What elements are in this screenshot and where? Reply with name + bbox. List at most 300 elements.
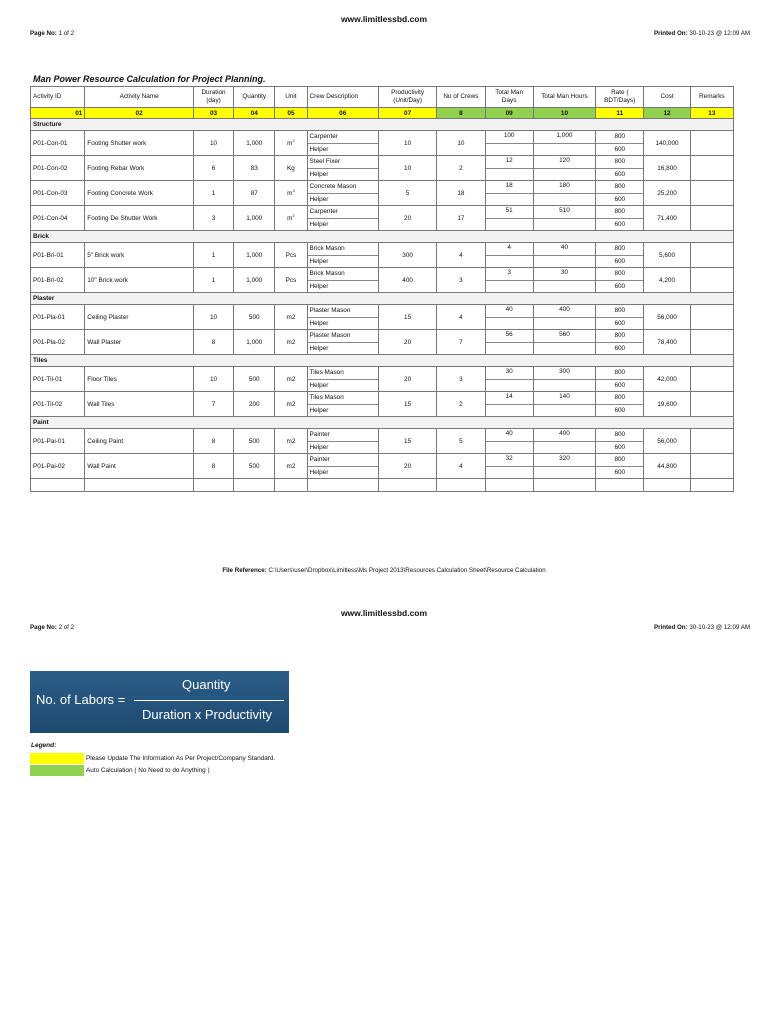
total-man-hours-line-2	[534, 193, 595, 205]
unit	[275, 131, 307, 156]
rate	[596, 181, 644, 206]
remarks	[690, 268, 733, 293]
crew-description-line-2: Helper	[308, 466, 378, 479]
quantity: 500	[234, 305, 275, 330]
total-man-hours-split	[534, 181, 595, 205]
rate-split	[596, 206, 643, 230]
crew-description	[307, 367, 378, 392]
crew-description	[307, 392, 378, 417]
crew-description-line-1: Carpenter	[309, 133, 338, 141]
no-of-crews: 17	[437, 206, 485, 231]
total-man-days-line-1: 3	[507, 269, 511, 276]
col-code: 01	[31, 108, 85, 119]
total-man-hours-line-1: 400	[559, 306, 570, 313]
unit	[275, 330, 307, 355]
total-man-days-split	[486, 243, 533, 267]
rate-line-1: 800	[614, 456, 626, 464]
unit	[275, 367, 307, 392]
col-code: 06	[307, 108, 378, 119]
table-row	[31, 367, 734, 392]
total-man-days	[485, 454, 533, 479]
total-man-hours-line-1: 120	[559, 157, 570, 164]
rate-line-2: 600	[596, 168, 643, 181]
rate-split	[596, 156, 643, 180]
total-man-days	[485, 305, 533, 330]
rate-line-1: 800	[614, 369, 626, 377]
total-man-hours	[533, 429, 595, 454]
productivity: 10	[378, 156, 436, 181]
crew-description-line-1: Tiles Mason	[309, 369, 344, 377]
cost: 78,400	[644, 330, 690, 355]
crew-description-line-2: Helper	[308, 280, 378, 293]
no-of-crews: 4	[437, 243, 485, 268]
resource-table	[30, 86, 734, 492]
rate	[596, 243, 644, 268]
rate-split	[596, 268, 643, 292]
duration: 10	[193, 305, 233, 330]
productivity: 10	[378, 131, 436, 156]
col-header: Quantity	[234, 87, 275, 108]
productivity: 300	[378, 243, 436, 268]
unit	[275, 392, 307, 417]
total-man-days	[485, 429, 533, 454]
crew-description-line-1: Plaster Mason	[309, 307, 351, 315]
no-of-crews: 18	[437, 181, 485, 206]
activity-name: 5" Brick work	[85, 243, 194, 268]
cost: 71,400	[644, 206, 690, 231]
col-header: Cost	[644, 87, 690, 108]
duration: 1	[193, 243, 233, 268]
col-code: 13	[690, 108, 733, 119]
no-of-crews: 2	[437, 392, 485, 417]
remarks	[690, 243, 733, 268]
quantity: 1,000	[234, 268, 275, 293]
total-man-hours-line-2	[534, 379, 595, 391]
total-man-hours-split	[534, 429, 595, 453]
total-man-days-line-2	[486, 218, 533, 230]
col-code: 05	[275, 108, 307, 119]
total-man-hours	[533, 330, 595, 355]
total-man-days-line-1: 56	[505, 331, 513, 338]
crew-description-line-2: Helper	[308, 404, 378, 417]
total-man-days-line-1: 4	[507, 244, 511, 251]
rate-line-2: 600	[596, 255, 643, 268]
printed-on-page2: Printed On: 30-10-23 @ 12:09 AM	[653, 624, 750, 631]
total-man-days-split	[486, 429, 533, 453]
quantity: 500	[234, 429, 275, 454]
activity-id: P01-Con-03	[31, 181, 85, 206]
total-man-days	[485, 206, 533, 231]
total-man-days-line-1: 40	[505, 306, 513, 313]
total-man-days-split	[486, 268, 533, 292]
total-man-days-line-1: 30	[505, 368, 513, 375]
cost: 19,600	[644, 392, 690, 417]
section-label: Plaster	[31, 293, 734, 305]
total-man-days-line-2	[486, 280, 533, 292]
rate-line-2: 600	[596, 342, 643, 355]
total-man-hours	[533, 206, 595, 231]
rate-line-1: 800	[614, 332, 626, 340]
activity-name: 10" Brick work	[85, 268, 194, 293]
unit-base: m2	[286, 314, 296, 322]
blank-cell	[437, 479, 485, 492]
remarks	[690, 206, 733, 231]
rate-line-1: 800	[614, 183, 626, 191]
productivity: 15	[378, 305, 436, 330]
total-man-hours-split	[534, 367, 595, 391]
total-man-days-line-1: 12	[505, 157, 513, 164]
rate-line-2: 600	[596, 317, 643, 330]
blank-cell	[307, 479, 378, 492]
unit-base: m2	[286, 401, 296, 409]
total-man-days-split	[486, 206, 533, 230]
total-man-hours	[533, 454, 595, 479]
blank-cell	[85, 479, 194, 492]
activity-id: P01-Con-01	[31, 131, 85, 156]
total-man-days-line-2	[486, 168, 533, 180]
crew-description-split	[308, 330, 378, 354]
rate-line-2: 600	[596, 280, 643, 293]
unit-base: m	[287, 190, 293, 198]
rate	[596, 367, 644, 392]
total-man-hours-line-1: 560	[559, 331, 570, 338]
productivity: 20	[378, 454, 436, 479]
crew-description	[307, 243, 378, 268]
crew-description-line-2: Helper	[308, 168, 378, 181]
remarks	[690, 454, 733, 479]
rate-split	[596, 181, 643, 205]
activity-name: Footing Rebar Work	[85, 156, 194, 181]
total-man-hours	[533, 243, 595, 268]
total-man-hours-line-1: 510	[559, 207, 570, 214]
cost: 42,000	[644, 367, 690, 392]
remarks	[690, 392, 733, 417]
total-man-hours	[533, 305, 595, 330]
total-man-hours	[533, 131, 595, 156]
total-man-hours-line-2	[534, 317, 595, 329]
col-header: Productivity (Unit/Day)	[378, 87, 436, 108]
blank-cell	[690, 479, 733, 492]
legend-swatch-yellow	[30, 753, 84, 764]
unit-base: Kg	[287, 165, 295, 173]
rate-split	[596, 131, 643, 155]
total-man-days-line-2	[486, 441, 533, 453]
total-man-days-split	[486, 181, 533, 205]
total-man-days	[485, 330, 533, 355]
unit-base: m	[287, 140, 293, 148]
formula-label: No. of Labors =	[36, 692, 126, 707]
crew-description-line-2: Helper	[308, 317, 378, 330]
col-code: 12	[644, 108, 690, 119]
unit	[275, 243, 307, 268]
cost: 56,000	[644, 305, 690, 330]
total-man-hours-split	[534, 330, 595, 354]
blank-cell	[485, 479, 533, 492]
crew-description-line-2: Helper	[308, 255, 378, 268]
quantity: 200	[234, 392, 275, 417]
total-man-hours-split	[534, 156, 595, 180]
table-row	[31, 305, 734, 330]
file-reference: File Reference: C:\Users\user\Dropbox\Limitless\Ms Project 2013\Resources Calculation Sheet\Resource Calculation	[222, 567, 546, 574]
cost: 44,800	[644, 454, 690, 479]
total-man-hours-line-2	[534, 342, 595, 354]
unit	[275, 268, 307, 293]
total-man-days-split	[486, 454, 533, 478]
col-header: No of Crews	[437, 87, 485, 108]
quantity: 1,000	[234, 131, 275, 156]
crew-description-split	[308, 454, 378, 478]
rate-split	[596, 330, 643, 354]
crew-description-split	[308, 305, 378, 329]
section-row	[31, 119, 734, 131]
crew-description-line-2: Helper	[308, 218, 378, 231]
rate-line-2: 600	[596, 441, 643, 454]
blank-cell	[234, 479, 275, 492]
total-man-days-split	[486, 305, 533, 329]
total-man-hours-line-2	[534, 255, 595, 267]
col-code: 10	[533, 108, 595, 119]
crew-description-line-1: Concrete Mason	[309, 183, 357, 191]
rate-line-1: 800	[614, 245, 626, 253]
col-header: Crew Description	[307, 87, 378, 108]
total-man-days-line-2	[486, 317, 533, 329]
activity-id: P01-Pai-02	[31, 454, 85, 479]
unit-base: Pcs	[285, 252, 297, 260]
productivity: 15	[378, 392, 436, 417]
legend-text-green: Auto Calculation ( No Need to do Anything )	[86, 767, 210, 774]
unit-base: m2	[286, 376, 296, 384]
duration: 10	[193, 131, 233, 156]
col-code: 11	[596, 108, 644, 119]
crew-description	[307, 454, 378, 479]
rate	[596, 131, 644, 156]
rate	[596, 392, 644, 417]
unit-base: m2	[286, 463, 296, 471]
section-label: Tiles	[31, 355, 734, 367]
total-man-days-split	[486, 330, 533, 354]
cost: 56,000	[644, 429, 690, 454]
productivity: 5	[378, 181, 436, 206]
blank-cell	[193, 479, 233, 492]
total-man-days-line-1: 18	[505, 182, 513, 189]
col-code: 07	[378, 108, 436, 119]
blank-row	[31, 479, 734, 492]
total-man-hours-line-1: 40	[560, 244, 569, 251]
total-man-hours-line-2	[534, 404, 595, 416]
rate-line-1: 800	[614, 158, 626, 166]
crew-description-split	[308, 392, 378, 416]
quantity: 1,000	[234, 206, 275, 231]
activity-name: Footing Shutter work	[85, 131, 194, 156]
total-man-days-split	[486, 131, 533, 155]
total-man-days-line-1: 40	[505, 430, 513, 437]
table-row	[31, 330, 734, 355]
crew-description-line-1: Brick Mason	[309, 245, 345, 253]
productivity: 20	[378, 367, 436, 392]
activity-id: P01-Bri-02	[31, 268, 85, 293]
legend-text-yellow: Please Update The Information As Per Project/Company Standard.	[86, 755, 276, 762]
activity-id: P01-Con-04	[31, 206, 85, 231]
quantity: 500	[234, 454, 275, 479]
no-of-crews: 7	[437, 330, 485, 355]
rate-split	[596, 243, 643, 267]
productivity: 400	[378, 268, 436, 293]
table-row	[31, 131, 734, 156]
rate-split	[596, 429, 643, 453]
crew-description-split	[308, 268, 378, 292]
total-man-hours	[533, 156, 595, 181]
total-man-days	[485, 131, 533, 156]
table-row	[31, 181, 734, 206]
col-header: Total Man Days	[485, 87, 533, 108]
crew-description	[307, 305, 378, 330]
rate	[596, 429, 644, 454]
cost: 16,800	[644, 156, 690, 181]
crew-description	[307, 131, 378, 156]
rate-line-2: 600	[596, 466, 643, 479]
no-of-crews: 4	[437, 305, 485, 330]
activity-id: P01-Pla-01	[31, 305, 85, 330]
rate-split	[596, 454, 643, 478]
activity-name: Ceiling Paint	[85, 429, 194, 454]
crew-description-line-1: Steel Fixer	[309, 158, 341, 166]
crew-description-line-1: Brick Mason	[309, 270, 345, 278]
col-header: Unit	[275, 87, 307, 108]
total-man-days-line-2	[486, 466, 533, 478]
total-man-hours	[533, 367, 595, 392]
rate-split	[596, 392, 643, 416]
total-man-hours-split	[534, 454, 595, 478]
crew-description-split	[308, 181, 378, 205]
remarks	[690, 367, 733, 392]
total-man-days	[485, 181, 533, 206]
cost: 4,200	[644, 268, 690, 293]
header-row	[31, 87, 734, 108]
table-row	[31, 243, 734, 268]
crew-description-split	[308, 243, 378, 267]
rate-line-1: 800	[614, 270, 626, 278]
total-man-hours-line-2	[534, 280, 595, 292]
col-header: Total Man Hours	[533, 87, 595, 108]
blank-cell	[275, 479, 307, 492]
total-man-hours-line-2	[534, 466, 595, 478]
total-man-hours-split	[534, 131, 595, 155]
total-man-hours-line-1: 180	[559, 182, 570, 189]
total-man-days	[485, 243, 533, 268]
remarks	[690, 181, 733, 206]
crew-description-split	[308, 206, 378, 230]
duration: 10	[193, 367, 233, 392]
rate-line-1: 800	[614, 431, 626, 439]
rate-line-2: 600	[596, 193, 643, 206]
crew-description-line-1: Carpenter	[309, 208, 338, 216]
remarks	[690, 305, 733, 330]
activity-name: Ceiling Plaster	[85, 305, 194, 330]
unit-base: m	[287, 215, 293, 223]
total-man-hours-line-2	[534, 143, 595, 155]
crew-description	[307, 268, 378, 293]
total-man-hours-split	[534, 305, 595, 329]
cost: 140,000	[644, 131, 690, 156]
col-header: Remarks	[690, 87, 733, 108]
table-row	[31, 268, 734, 293]
duration: 1	[193, 181, 233, 206]
crew-description-line-1: Plaster Mason	[309, 332, 351, 340]
duration: 8	[193, 429, 233, 454]
total-man-days-line-2	[486, 143, 533, 155]
legend-title: Legend:	[31, 742, 57, 749]
rate-split	[596, 367, 643, 391]
total-man-days-line-1: 51	[505, 207, 513, 214]
code-row	[31, 108, 734, 119]
total-man-days-line-1: 100	[503, 132, 515, 139]
duration: 7	[193, 392, 233, 417]
total-man-days-line-2	[486, 404, 533, 416]
quantity: 1,000	[234, 243, 275, 268]
labor-formula-banner	[30, 671, 289, 733]
remarks	[690, 330, 733, 355]
remarks	[690, 429, 733, 454]
quantity: 500	[234, 367, 275, 392]
no-of-crews: 10	[437, 131, 485, 156]
table-row	[31, 206, 734, 231]
duration: 3	[193, 206, 233, 231]
crew-description	[307, 156, 378, 181]
total-man-hours-split	[534, 268, 595, 292]
total-man-hours-line-1: 400	[559, 430, 570, 437]
activity-name: Floor Tiles	[85, 367, 194, 392]
unit	[275, 181, 307, 206]
blank-cell	[31, 479, 85, 492]
total-man-hours-split	[534, 206, 595, 230]
crew-description-split	[308, 131, 378, 155]
total-man-hours-line-1: 320	[559, 455, 570, 462]
total-man-days-line-2	[486, 342, 533, 354]
section-row	[31, 355, 734, 367]
activity-name: Wall Plaster	[85, 330, 194, 355]
total-man-days-line-2	[486, 193, 533, 205]
col-code: 02	[85, 108, 194, 119]
unit-exponent: 2	[292, 138, 295, 144]
total-man-hours-line-1: 1,000	[556, 132, 573, 139]
crew-description	[307, 206, 378, 231]
unit	[275, 454, 307, 479]
unit-base: m2	[286, 339, 296, 347]
rate	[596, 268, 644, 293]
total-man-hours-line-2	[534, 441, 595, 453]
total-man-days-line-1: 14	[505, 393, 513, 400]
blank-cell	[378, 479, 436, 492]
total-man-days-line-1: 32	[505, 455, 513, 462]
rate	[596, 330, 644, 355]
total-man-days	[485, 156, 533, 181]
total-man-hours	[533, 392, 595, 417]
section-row	[31, 293, 734, 305]
crew-description-split	[308, 429, 378, 453]
sheet-title: Man Power Resource Calculation for Project Planning.	[33, 74, 266, 84]
page-number-page2: Page No: 2 of 2	[30, 624, 75, 631]
unit	[275, 305, 307, 330]
total-man-days-split	[486, 392, 533, 416]
crew-description-split	[308, 367, 378, 391]
no-of-crews: 5	[437, 429, 485, 454]
unit-base: m2	[286, 438, 296, 446]
table-row	[31, 156, 734, 181]
no-of-crews: 3	[437, 367, 485, 392]
rate-line-2: 600	[596, 404, 643, 417]
col-code: 04	[234, 108, 275, 119]
crew-description-line-1: Tiles Mason	[309, 394, 344, 402]
